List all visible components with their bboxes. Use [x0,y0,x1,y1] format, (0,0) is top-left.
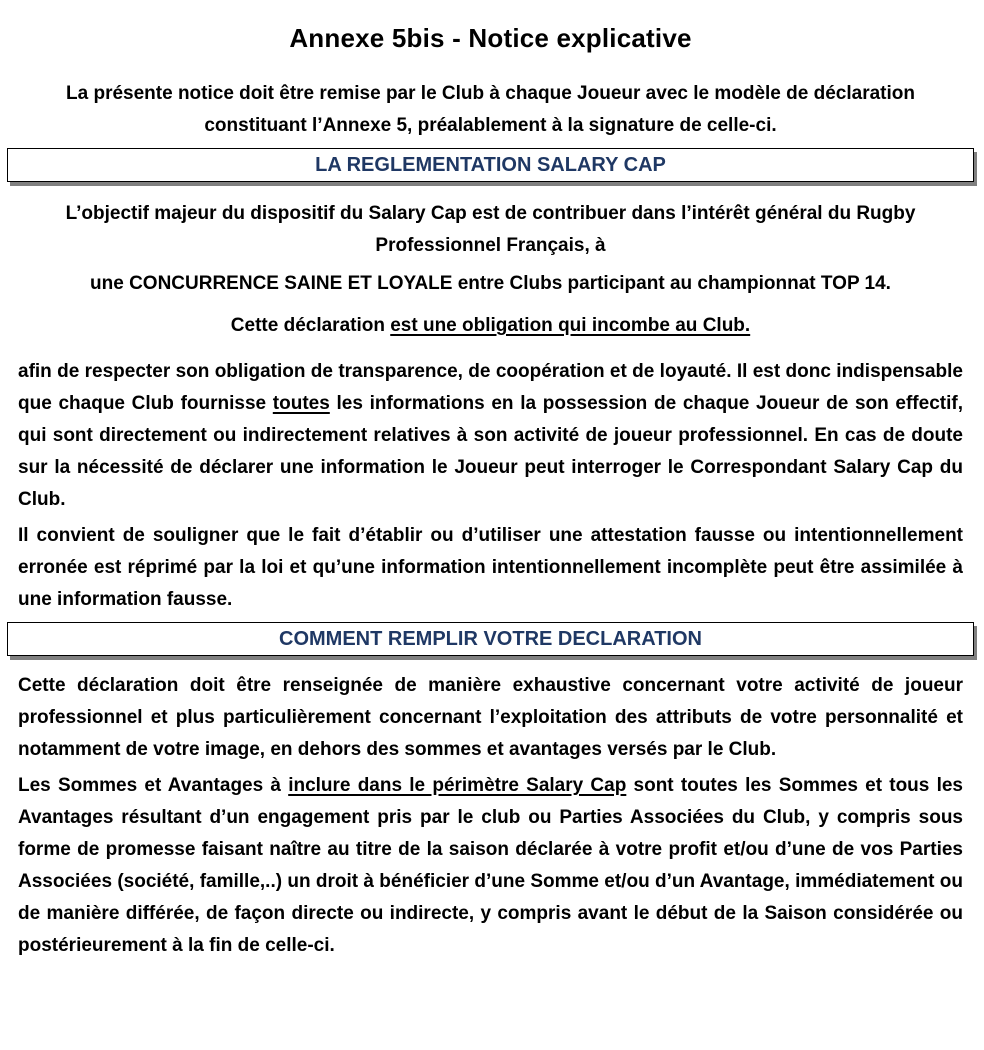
obligation-text-underlined: est une obligation qui incombe au Club. [390,315,751,336]
section-header-box-remplir [7,622,974,656]
paragraph-afin-transparence [18,356,963,516]
intro-paragraph: La présente notice doit être remise par le Club à chaque Joueur avec le modèle de déclaration constituant l’Annexe 5, préalablement à la signature de celle-ci. [66,83,915,136]
paragraph-objectif: L’objectif majeur du dispositif du Salary Cap est de contribuer dans l’intérêt général du Rugby Professionnel Français, à [65,203,916,256]
paragraph-sommes-avantages [18,770,963,962]
paragraph-declaration-renseignee: Cette déclaration doit être renseignée de manière exhaustive concernant votre activité de joueur professionnel et plus particulièrement concernant l’exploitation des attributs de votre personnalité et notamment de votre image, en dehors des sommes et avantages versés par le Club. [18,675,963,760]
paragraph-convient-souligner: Il convient de souligner que le fait d’établir ou d’utiliser une attestation fausse ou intentionnellement erronée est réprimé par la loi et qu’une information intentionnellement incomplète peut être assimilée à une information fausse. [18,525,963,610]
sommes-text-post: sont toutes les Sommes et tous les Avantages résultant d’un engagement pris par le club ou Parties Associées du Club, y compris sous forme de promesse faisant naître au titre de la saison déclarée à votre profit et/ou d’une de vos Parties Associées (société, famille,..) un droit à bénéficier d’une Somme et/ou d’un Avantage, immédiatement ou de manière différée, de façon directe ou indirecte, y compris avant le début de la Saison considérée ou postérieurement à la fin de celle-ci. [18,775,963,956]
paragraph-concurrence: une CONCURRENCE SAINE ET LOYALE entre Clubs participant au championnat TOP 14. [90,273,891,294]
afin-text-post: les informations en la possession de chaque Joueur de son effectif, qui sont directement ou indirectement relatives à son activité de joueur professionnel. En cas de doute sur la nécessité de déclarer une information le Joueur peut interroger le Correspondant Salary Cap du Club. [18,393,963,510]
sommes-text-underlined: inclure dans le périmètre Salary Cap [288,775,627,796]
page-title: Annexe 5bis - Notice explicative [289,23,692,53]
afin-text-pre: afin de respecter son obligation de transparence, de coopération et de loyauté. Il est donc indispensable que chaque Club fournisse [18,361,963,414]
paragraph-declaration-obligation [18,310,963,342]
section-header-reglementation: LA REGLEMENTATION SALARY CAP [315,154,666,176]
obligation-text-pre: Cette déclaration [230,315,391,336]
section-header-box-reglementation [7,148,974,182]
section-header-remplir: COMMENT REMPLIR VOTRE DECLARATION [279,628,702,650]
sommes-text-pre: Les Sommes et Avantages à [18,775,289,796]
afin-text-underlined: toutes [272,393,330,414]
